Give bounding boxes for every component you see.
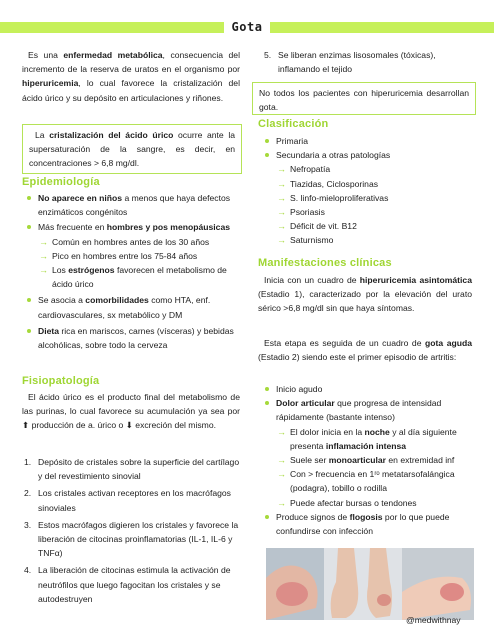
step5-list bbox=[262, 48, 474, 76]
steps-list bbox=[22, 455, 240, 606]
list-item: No aparece en niños a menos que haya defectos enzimáticos congénitos bbox=[22, 191, 240, 219]
list-subitem: → Saturnismo bbox=[277, 235, 334, 246]
author-signature: @medwithnay bbox=[406, 615, 461, 625]
intro-paragraph: Es una enfermedad metabólica, consecuencia del incremento de la reserva de uratos en el organismo por hiperuricemia, lo cual favorece la cristalización del ácido úrico y su depósito en articulaciones y riñones. bbox=[22, 50, 240, 103]
list-subitem: → Psoriasis bbox=[277, 207, 325, 218]
step-item: 2. Los cristales activan receptores en los macrófagos sinoviales bbox=[24, 488, 231, 513]
list-subitem: → Déficit de vit. B12 bbox=[277, 221, 357, 232]
list-subitem: → Común en hombres antes de los 30 años bbox=[39, 236, 210, 247]
epidemiology-list bbox=[22, 191, 240, 352]
list-item: Produce signos de flogosis por lo que puede confundirse con infección bbox=[260, 510, 474, 538]
clinical-manifestations-heading: Manifestaciones clínicas bbox=[258, 257, 392, 269]
step-item: 5. Se liberan enzimas lisosomales (tóxicas), inflamando el tejido bbox=[264, 50, 436, 75]
classification-list bbox=[260, 134, 474, 248]
page-title: Gota bbox=[224, 19, 270, 36]
list-subitem: → El dolor inicia en la noche y al día siguiente presenta inflamación intensa bbox=[277, 426, 457, 451]
physiopathology-paragraph: El ácido úrico es el producto final del metabolismo de las purinas, lo cual favorece su acumulación ya sea por ⬆ producción de a. úrico o ⬇ excreción del mismo. bbox=[22, 392, 240, 431]
crystallization-note: La cristalización del ácido úrico ocurre ante la supersaturación de la sangre, es decir, en concentraciones > 6,8 mg/dl. bbox=[22, 124, 242, 174]
list-item: Dieta rica en mariscos, carnes (vísceras) y bebidas alcohólicas, sobre todo la cerveza bbox=[22, 324, 240, 352]
classification-heading: Clasificación bbox=[258, 118, 329, 130]
step-item: 1. Depósito de cristales sobre la superficie del cartílago y del revestimiento sinovial bbox=[24, 457, 240, 482]
list-item: Inicio agudo bbox=[260, 382, 474, 396]
list-subitem: → Suele ser monoarticular en extremidad inf bbox=[277, 455, 455, 466]
list-subitem: → Con > frecuencia en 1ʳᵒ metatarsofalángica (podagra), tobillo o rodilla bbox=[277, 469, 455, 494]
list-item: Más frecuente en hombres y pos menopáusicas bbox=[22, 220, 240, 234]
ankle-photo bbox=[266, 548, 324, 620]
list-subitem: → Los estrógenos favorecen el metabolismo de ácido úrico bbox=[39, 265, 227, 290]
epidemiology-heading: Epidemiología bbox=[22, 176, 100, 188]
hyperuricemia-note: No todos los pacientes con hiperuricemia desarrollan gota. bbox=[252, 82, 476, 115]
manifestations-list bbox=[260, 382, 474, 538]
stage2-paragraph: Esta etapa es seguida de un cuadro de gota aguda (Estadio 2) siendo este el primer episodio de artritis: bbox=[258, 338, 473, 363]
stage1-paragraph: Inicia con un cuadro de hiperuricemia asintomática (Estadio 1), caracterizado por la elevación del urato sérico >6,8 mg/dl sin que haya síntomas. bbox=[258, 275, 472, 314]
list-subitem: → Puede afectar bursas o tendones bbox=[277, 497, 417, 508]
list-item: Se asocia a comorbilidades como HTA, enf. cardiovasculares, sx metabólico y DM bbox=[22, 293, 240, 321]
feet-photo bbox=[324, 548, 402, 620]
list-subitem: → Tiazidas, Ciclosporinas bbox=[277, 178, 379, 189]
list-item: Primaria bbox=[260, 134, 474, 148]
list-subitem: → S. linfo-mieloproliferativas bbox=[277, 192, 389, 203]
physiopathology-heading: Fisiopatología bbox=[22, 375, 100, 387]
step-item: 3. Estos macrófagos digieren los cristales y favorece la liberación de citocinas proinflamatorias (IL-1, IL-6 y TNFα) bbox=[24, 519, 239, 559]
step-item: 4. La liberación de citocinas estimula la activación de neutrófilos que luego fagocitan los cristales y se autodestruyen bbox=[24, 565, 231, 604]
list-subitem: → Pico en hombres entre los 75-84 años bbox=[39, 250, 198, 261]
list-item: Dolor articular que progresa de intensidad rápidamente (bastante intenso) bbox=[260, 396, 474, 424]
clinical-photos bbox=[266, 548, 474, 620]
list-item: Secundaria a otras patologías bbox=[260, 148, 474, 162]
list-subitem: → Nefropatía bbox=[277, 164, 331, 175]
foot-inflammation-photo bbox=[402, 548, 474, 620]
